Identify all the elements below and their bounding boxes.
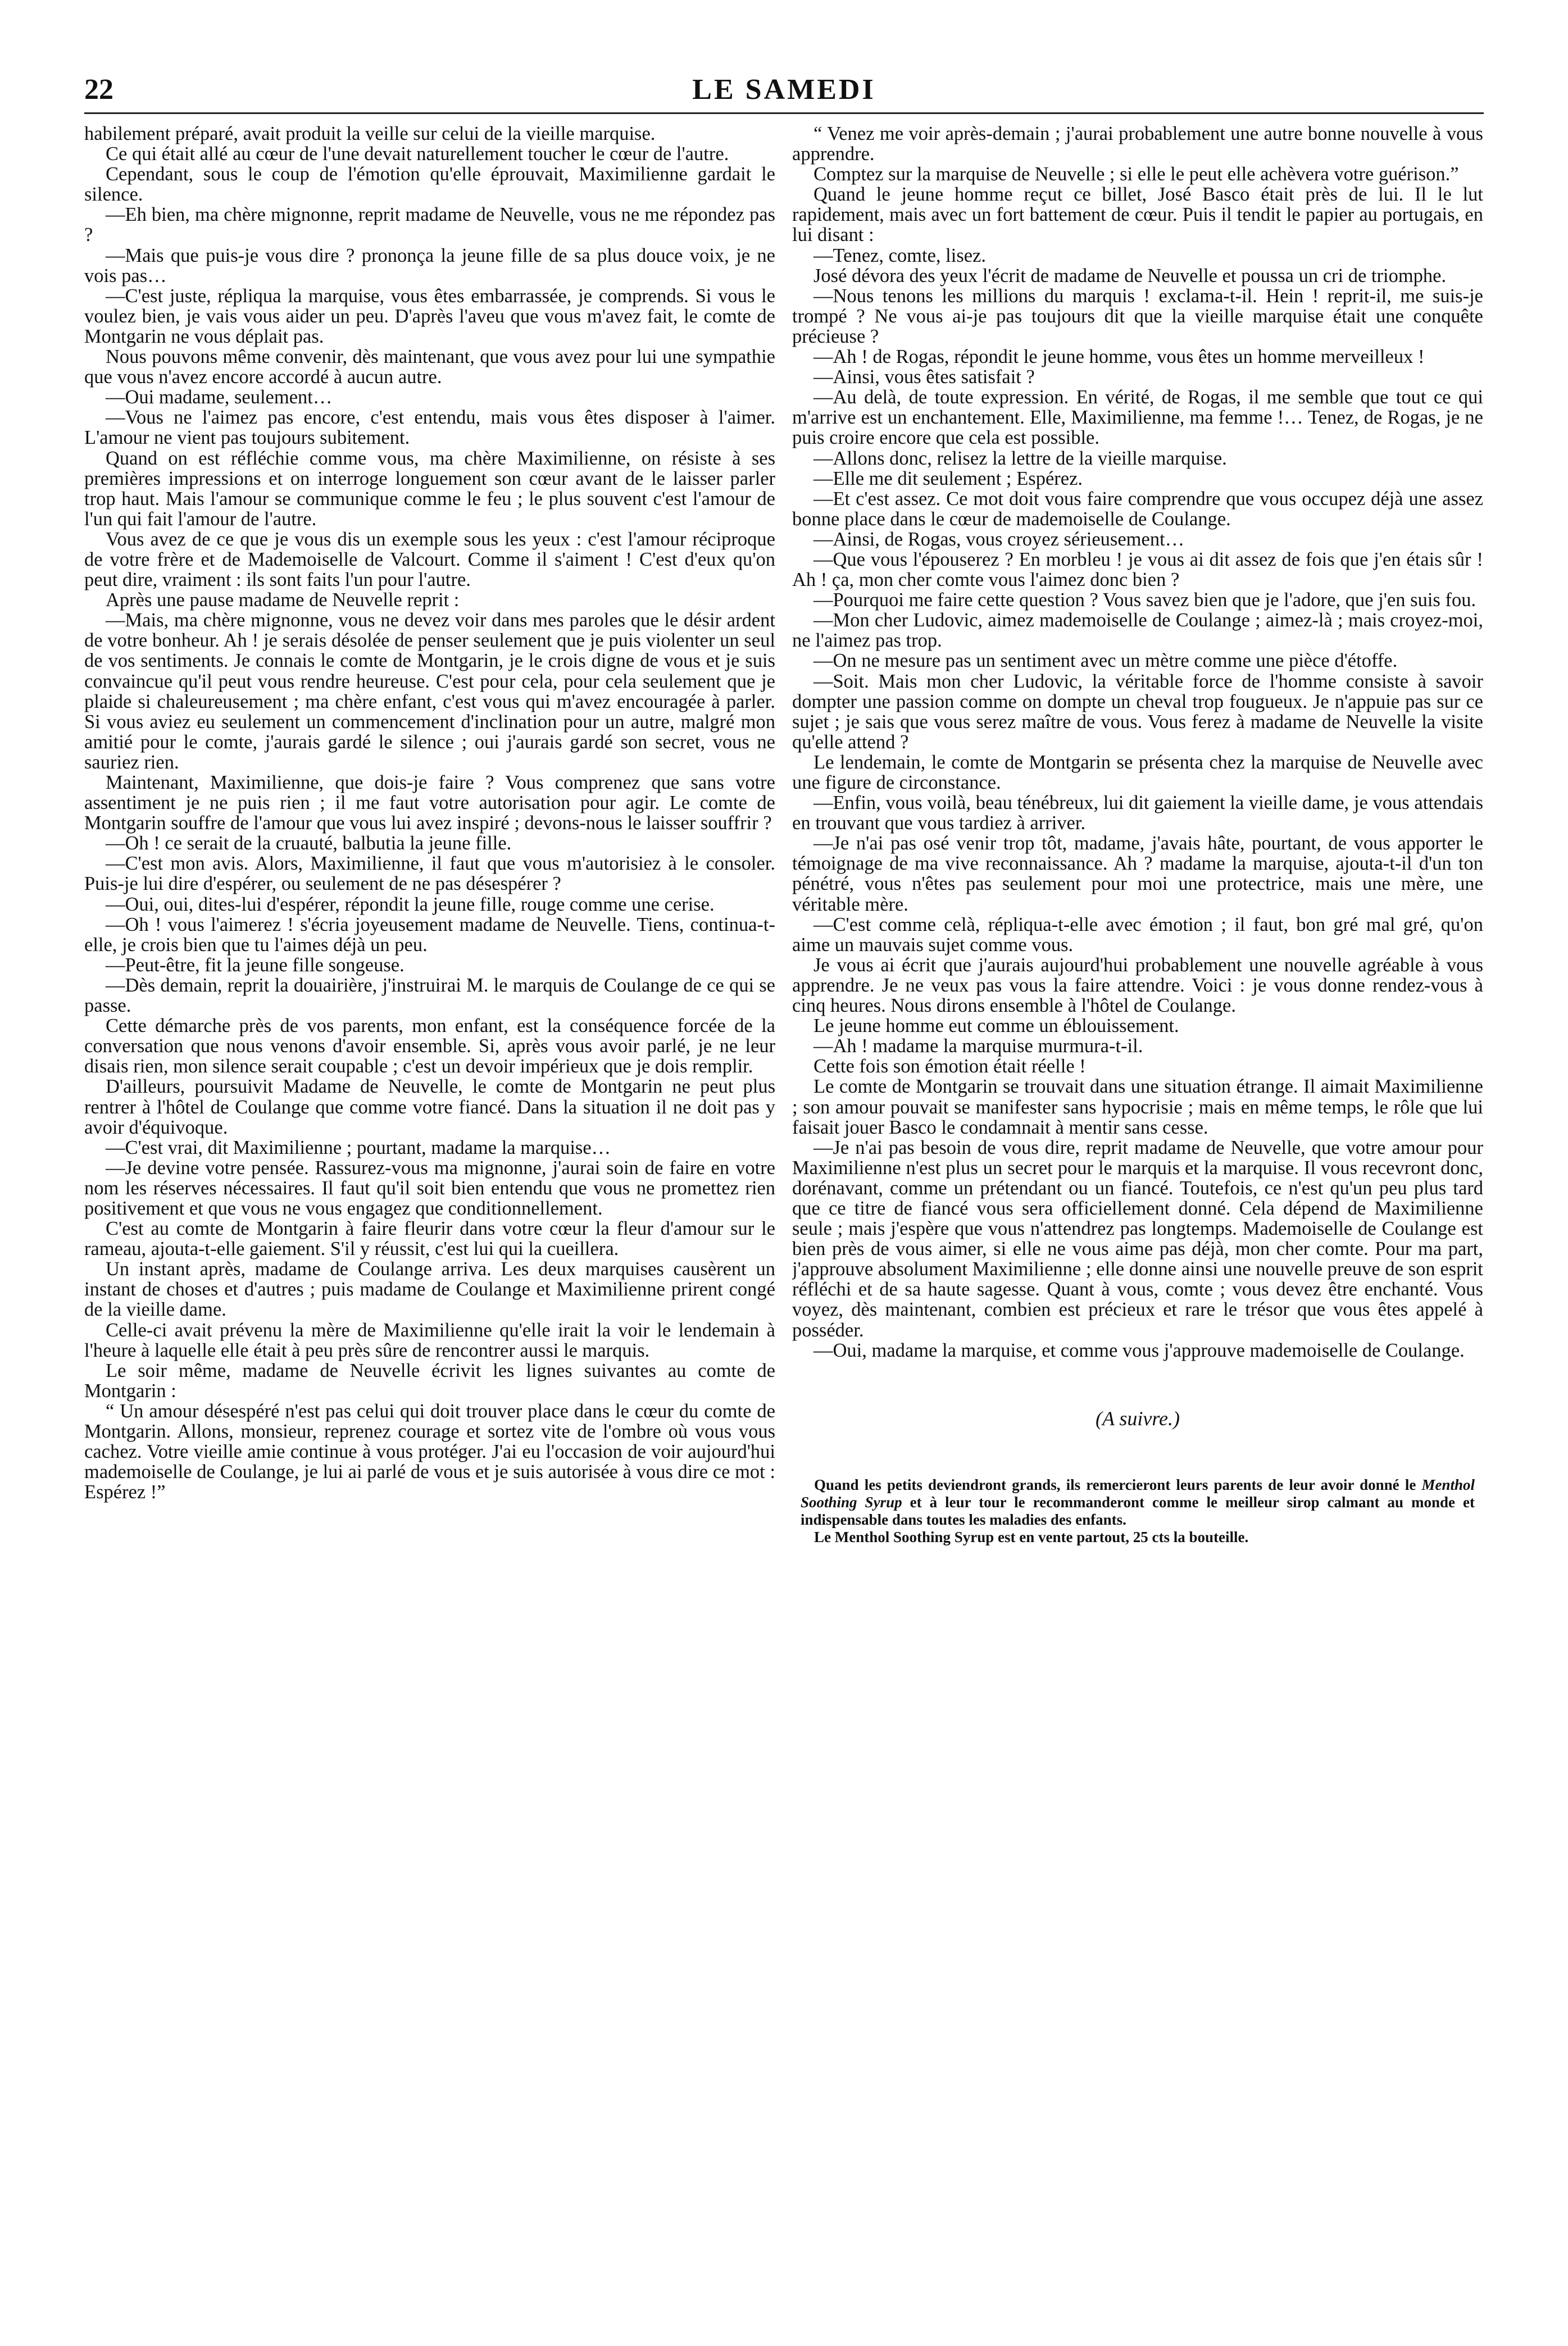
paragraph: —C'est mon avis. Alors, Maximilienne, il faut que vous m'autorisiez à le consoler. Puis-je lui dire d'espérer, ou seulement de ne pas désespérer ? bbox=[84, 853, 775, 895]
paragraph: Quand on est réfléchie comme vous, ma chère Maximilienne, on résiste à ses premières impressions et on interroge longuement son cœur avant de le laisser parler trop haut. Mais l'amour se communique comme le feu ; le plus souvent c'est l'amour de l'un qui fait l'amour de l'autre. bbox=[84, 447, 775, 530]
to-be-continued: (A suivre.) bbox=[1096, 1407, 1180, 1430]
paragraph: —Ah ! madame la marquise murmura-t-il. bbox=[813, 1035, 1143, 1057]
paragraph: —Soit. Mais mon cher Ludovic, la véritable force de l'homme consiste à savoir dompter une passion comme on dompte un cheval trop fougueux. Je n'appuie pas sur ce sujet ; je sais que vous serez maître de vous. Vous ferez à madame de Neuvelle la visite qu'elle attend ? bbox=[792, 670, 1483, 753]
paragraph: Vous avez de ce que je vous dis un exemple sous les yeux : c'est l'amour réciproque de votre frère et de Mademoiselle de Valcourt. Comme il s'aiment ! C'est d'eux qu'on peut dire, vraiment : ils sont faits l'un pour l'autre. bbox=[84, 528, 775, 591]
paragraph: —Ainsi, de Rogas, vous croyez sérieusement… bbox=[813, 528, 1185, 550]
paragraph: Maintenant, Maximilienne, que dois-je faire ? Vous comprenez que sans votre assentiment je ne puis rien ; il me faut votre autorisation pour agir. Le comte de Montgarin souffre de l'amour que vous lui avez inspiré ; devons-nous le laisser souffrir ? bbox=[84, 772, 775, 834]
paragraph: —C'est vrai, dit Maximilienne ; pourtant, madame la marquise… bbox=[106, 1136, 611, 1158]
paragraph: —Pourquoi me faire cette question ? Vous savez bien que je l'adore, que j'en suis fou. bbox=[813, 589, 1476, 611]
journal-title: LE SAMEDI bbox=[692, 74, 876, 106]
paragraph: —Mais que puis-je vous dire ? prononça la jeune fille de sa plus douce voix, je ne vois pas… bbox=[84, 244, 775, 287]
paragraph: —Peut-être, fit la jeune fille songeuse. bbox=[106, 954, 405, 976]
advert-paragraph bbox=[801, 1476, 1475, 1529]
paragraph: —Enfin, vous voilà, beau ténébreux, lui dit gaiement la vieille dame, je vous attendais en trouvant que vous tardiez à arriver. bbox=[792, 792, 1483, 834]
paragraph: —Oh ! vous l'aimerez ! s'écria joyeusement madame de Neuvelle. Tiens, continua-t-elle, je crois bien que tu l'aimes déjà un peu. bbox=[84, 913, 775, 956]
paragraph: —Elle me dit seulement ; Espérez. bbox=[813, 467, 1083, 489]
paragraph: Ce qui était allé au cœur de l'une devait naturellement toucher le cœur de l'autre. bbox=[106, 143, 729, 165]
paragraph: —Je n'ai pas besoin de vous dire, reprit madame de Neuvelle, que votre amour pour Maximilienne n'est plus un secret pour le marquis et la marquise. Il vous recevront donc, dorénavant, comme un prétendant ou un fiancé. Toutefois, ce n'est qu'un peu plus tard que ce titre de fiancé vous sera officiellement donné. Cela dépend de Maximilienne seule ; mais j'espère que vous n'attendrez pas longtemps. Mademoiselle de Coulange est bien près de vous aimer, si elle ne vous aime pas déjà, mon cher comte. Pour ma part, j'approuve absolument Maximilienne ; elle donne ainsi une nouvelle preuve de son esprit réfléchi et de sa haute sagesse. Quant à vous, comte ; vous devez être enchanté. Vous voyez, dès maintenant, combien est précieux et rare le trésor que vous êtes appelé à posséder. bbox=[792, 1136, 1483, 1341]
paragraph: Nous pouvons même convenir, dès maintenant, que vous avez pour lui une sympathie que vous n'avez encore accordé à aucun autre. bbox=[84, 346, 775, 388]
paragraph: —On ne mesure pas un sentiment avec un mètre comme une pièce d'étoffe. bbox=[813, 650, 1398, 672]
page-header bbox=[84, 70, 1484, 110]
paragraph: habilement préparé, avait produit la veille sur celui de la vieille marquise. bbox=[84, 124, 656, 144]
paragraph: “ Un amour désespéré n'est pas celui qui doit trouver place dans le cœur du comte de Montgarin. Allons, monsieur, reprenez courage et sortez vite de l'ombre où vous vous cachez. Votre vieille amie continue à vous protéger. J'ai eu l'occasion de voir aujourd'hui mademoiselle de Coulange, je lui ai parlé de vous et je suis autorisée à vous dire ce mot : Espérez !” bbox=[84, 1400, 775, 1503]
paragraph: —C'est juste, répliqua la marquise, vous êtes embarrassée, je comprends. Si vous le voulez bien, je vais vous aider un peu. D'après l'aveu que vous m'avez fait, le comte de Montgarin ne vous déplait pas. bbox=[84, 285, 775, 347]
paragraph: —Que vous l'épouserez ? En morbleu ! je vous ai dit assez de fois que j'en étais sûr ! Ah ! ça, mon cher comte vous l'aimez donc bien ? bbox=[792, 548, 1483, 591]
advert-text-before: Quand les petits deviendront grands, ils remercieront leurs parents de leur avoir donné le bbox=[814, 1476, 1422, 1493]
paragraph: —Ah ! de Rogas, répondit le jeune homme, vous êtes un homme merveilleux ! bbox=[813, 346, 1425, 368]
paragraph: —Eh bien, ma chère mignonne, reprit madame de Neuvelle, vous ne me répondez pas ? bbox=[84, 204, 775, 246]
right-column-text bbox=[792, 124, 1483, 1361]
paragraph: —Et c'est assez. Ce mot doit vous faire comprendre que vous occupez déjà une assez bonne place dans le cœur de mademoiselle de Coulange. bbox=[792, 488, 1483, 530]
paragraph: —C'est comme celà, répliqua-t-elle avec émotion ; il faut, bon gré mal gré, qu'on aime un mauvais sujet comme vous. bbox=[792, 913, 1483, 956]
paragraph: —Mon cher Ludovic, aimez mademoiselle de Coulange ; aimez-là ; mais croyez-moi, ne l'aimez pas trop. bbox=[792, 610, 1483, 652]
header-rule bbox=[84, 112, 1484, 114]
paragraph: “ Venez me voir après-demain ; j'aurai probablement une autre bonne nouvelle à vous apprendre. bbox=[792, 124, 1483, 165]
paragraph: Comptez sur la marquise de Neuvelle ; si elle le peut elle achèvera votre guérison.” bbox=[813, 163, 1459, 185]
paragraph: Un instant après, madame de Coulange arriva. Les deux marquises causèrent un instant de choses et d'autres ; puis madame de Coulange et Maximilienne prirent congé de la vieille dame. bbox=[84, 1258, 775, 1321]
advert-product-name: Menthol Soothing Syrup bbox=[801, 1476, 1475, 1511]
paragraph: —Mais, ma chère mignonne, vous ne devez voir dans mes paroles que le désir ardent de votre bonheur. Ah ! je serais désolée de penser seulement que je puis violenter un seul de vos sentiments. Je connais le comte de Montgarin, je le crois digne de vous et je suis convaincue qu'il peut vous rendre heureuse. C'est pour cela, pour cela seulement que je plaide si chaleureusement ; ma chère enfant, c'est vous qui m'avez encouragée à parler. Si vous aviez eu seulement un commencement d'inclination pour un autre, malgré mon amitié pour le comte, j'aurais gardé le silence ; oui j'aurais gardé son secret, vous ne sauriez rien. bbox=[84, 610, 775, 773]
advertisement bbox=[801, 1476, 1475, 1546]
paragraph: —Nous tenons les millions du marquis ! exclama-t-il. Hein ! reprit-il, me suis-je trompé ? Ne vous ai-je pas toujours dit que la vieille marquise était une conquête précieuse ? bbox=[792, 285, 1483, 347]
paragraph: —Tenez, comte, lisez. bbox=[813, 244, 986, 266]
paragraph: —Je n'ai pas osé venir trop tôt, madame, j'avais hâte, pourtant, de vous apporter le témoignage de ma vive reconnaissance. Ah ? madame la marquise, ajouta-t-il d'un ton pénétré, vous n'êtes pas seulement pour moi une protectrice, mais une mère, une véritable mère. bbox=[792, 833, 1483, 915]
paragraph: Quand le jeune homme reçut ce billet, José Basco était près de lui. Il le lut rapidement, mais avec un fort battement de cœur. Puis il tendit le papier au portugais, en lui disant : bbox=[792, 184, 1483, 246]
left-column bbox=[84, 124, 775, 2298]
paragraph: —Vous ne l'aimez pas encore, c'est entendu, mais vous êtes disposer à l'aimer. L'amour ne vient pas toujours subitement. bbox=[84, 407, 775, 449]
paragraph: D'ailleurs, poursuivit Madame de Neuvelle, le comte de Montgarin ne peut plus rentrer à l'hôtel de Coulange que comme votre fiancé. Dans la situation il ne doit pas y avoir d'équivoque. bbox=[84, 1076, 775, 1138]
paragraph: —Au delà, de toute expression. En vérité, de Rogas, il me semble que tout ce qui m'arrive est un enchantement. Elle, Maximilienne, ma femme !… Tenez, de Rogas, je ne puis croire encore que cela est possible. bbox=[792, 387, 1483, 449]
paragraph: —Ainsi, vous êtes satisfait ? bbox=[813, 366, 1035, 388]
paragraph: —Dès demain, reprit la douairière, j'instruirai M. le marquis de Coulange de ce qui se passe. bbox=[84, 974, 775, 1017]
paragraph: Le jeune homme eut comme un éblouissement. bbox=[813, 1015, 1179, 1037]
paragraph: Après une pause madame de Neuvelle reprit : bbox=[106, 589, 460, 611]
paragraph: Cependant, sous le coup de l'émotion qu'elle éprouvait, Maximilienne gardait le silence. bbox=[84, 163, 775, 206]
paragraph: —Allons donc, relisez la lettre de la vieille marquise. bbox=[813, 447, 1227, 469]
paragraph: Le comte de Montgarin se trouvait dans une situation étrange. Il aimait Maximilienne ; son amour pouvait se manifester sans hypocrisie ; mais en même temps, le rôle que lui faisait jouer Basco le condamnait à mentir sans cesse. bbox=[792, 1076, 1483, 1138]
right-column bbox=[792, 124, 1483, 2298]
paragraph: Le lendemain, le comte de Montgarin se présenta chez la marquise de Neuvelle avec une figure de circonstance. bbox=[792, 751, 1483, 793]
advert-text-after: et à leur tour le recommanderont comme le meilleur sirop calmant au monde et indispensable dans toutes les maladies des enfants. bbox=[801, 1493, 1475, 1528]
paragraph: —Oui, oui, dites-lui d'espérer, répondit la jeune fille, rouge comme une cerise. bbox=[106, 893, 715, 915]
paragraph: José dévora des yeux l'écrit de madame de Neuvelle et poussa un cri de triomphe. bbox=[813, 265, 1447, 287]
paragraph: —Je devine votre pensée. Rassurez-vous ma mignonne, j'aurai soin de faire en votre nom les réserves nécessaires. Il faut qu'il soit bien entendu que vous ne promettez rien positivement et que vous ne vous engagez que conditionnellement. bbox=[84, 1157, 775, 1219]
page-number: 22 bbox=[84, 74, 113, 106]
paragraph: —Oui, madame la marquise, et comme vous j'approuve mademoiselle de Coulange. bbox=[813, 1339, 1465, 1361]
paragraph: Je vous ai écrit que j'aurais aujourd'hui probablement une nouvelle agréable à vous apprendre. Je ne veux pas vous la faire attendre. Voici : je vous donne rendez-vous à cinq heures. Nous dirons ensemble à l'hôtel de Coulange. bbox=[792, 954, 1483, 1017]
paragraph: C'est au comte de Montgarin à faire fleurir dans votre cœur la fleur d'amour sur le rameau, ajouta-t-elle gaiement. S'il y réussit, c'est lui qui la cueillera. bbox=[84, 1218, 775, 1260]
paragraph: —Oui madame, seulement… bbox=[106, 387, 333, 408]
paragraph: Le soir même, madame de Neuvelle écrivit les lignes suivantes au comte de Montgarin : bbox=[84, 1360, 775, 1402]
paragraph: —Oh ! ce serait de la cruauté, balbutia la jeune fille. bbox=[106, 833, 512, 854]
paragraph: Cette fois son émotion était réelle ! bbox=[813, 1056, 1086, 1077]
paragraph: Cette démarche près de vos parents, mon enfant, est la conséquence forcée de la conversation que nous venons d'avoir ensemble. Si, après vous avoir parlé, je ne leur disais rien, mon silence serait coupable ; c'est un devoir impérieux que je dois remplir. bbox=[84, 1015, 775, 1077]
paragraph: Celle-ci avait prévenu la mère de Maximilienne qu'elle irait la voir le lendemain à l'heure à laquelle elle était à peu près sûre de rencontrer aussi le marquis. bbox=[84, 1319, 775, 1361]
advert-price-line: Le Menthol Soothing Syrup est en vente partout, 25 cts la bouteille. bbox=[814, 1528, 1249, 1545]
